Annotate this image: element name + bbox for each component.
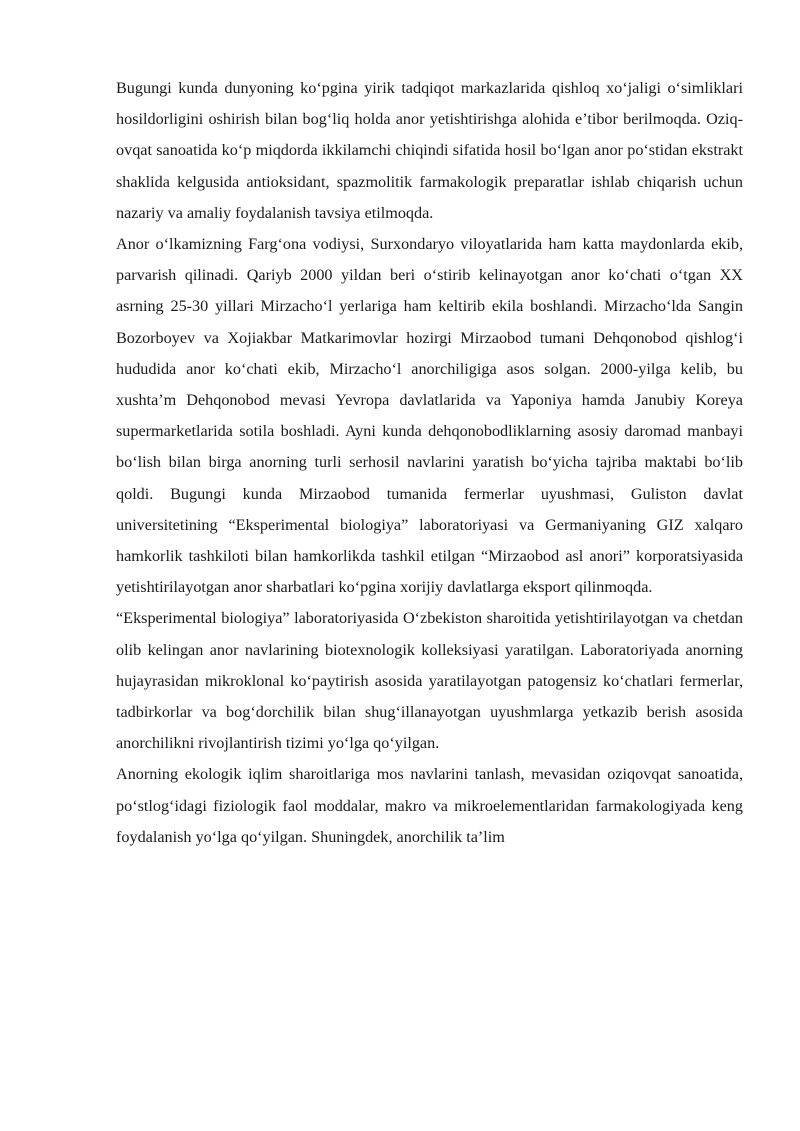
paragraph-4: Anorning ekologik iqlim sharoitlariga mos navlarini tanlash, mevasidan oziqovqat sanoatida, poʻstlogʻidagi fiziologik faol moddalar, makro va mikroelementlaridan farmakologiyada keng foydalanish yoʻlga qoʻyilgan. Shuningdek, anorchilik ta’lim xyxy=(116,765,743,846)
body-text xyxy=(116,73,743,853)
paragraph-3: “Eksperimental biologiya” laboratoriyasida Oʻzbekiston sharoitida yetishtirilayotgan va chetdan olib kelingan anor navlarining biotexnologik kolleksiyasi yaratilgan. Laboratoriyada anorning hujayrasidan mikroklonal koʻpaytirish asosida yaratilayotgan patogensiz koʻchatlari fermerlar, tadbirkorlar va bogʻdorchilik bilan shugʻillanayotgan uyushmlarga yetkazib berish asosida anorchilikni rivojlantirish tizimi yoʻlga qoʻyilgan. xyxy=(116,609,743,753)
paragraph-1: Bugungi kunda dunyoning koʻpgina yirik tadqiqot markazlarida qishloq xoʻjaligi oʻsimliklari hosildorligini oshirish bilan bogʻliq holda anor yetishtirishga alohida e’tibor berilmoqda. Oziq-ovqat sanoatida koʻp miqdorda ikkilamchi chiqindi sifatida hosil boʻlgan anor poʻstidan ekstrakt shaklida kelgusida antioksidant, spazmolitik farmakologik preparatlar ishlab chiqarish uchun nazariy va amaliy foydalanish tavsiya etilmoqda. xyxy=(116,79,743,222)
paragraph-2: Anor oʻlkamizning Fargʻona vodiysi, Surxondaryo viloyatlarida ham katta maydonlarda ekib, parvarish qilinadi. Qariyb 2000 yildan beri oʻstirib kelinayotgan anor koʻchati oʻtgan XX asrning 25-30 yillari Mirzachoʻl yerlariga ham keltirib ekila boshlandi. Mirzachoʻlda Sangin Bozorboyev va Xojiakbar Matkarimovlar hozirgi Mirzaobod tumani Dehqonobod qishlogʻi hududida anor koʻchati ekib, Mirzachoʻl anorchiligiga asos solgan. 2000-yilga kelib, bu xushta’m Dehqonobod mevasi Yevropa davlatlarida va Yaponiya hamda Janubiy Koreya supermarketlarida sotila boshladi. Ayni kunda dehqonobodliklarning asosiy daromad manbayi boʻlish bilan birga anorning turli serhosil navlarini yaratish boʻyicha tajriba maktabi boʻlib qoldi. Bugungi kunda Mirzaobod tumanida fermerlar uyushmasi, Guliston davlat universitetining “Eksperimental biologiya” laboratoriyasi va Germaniyaning GIZ xalqaro hamkorlik tashkiloti bilan hamkorlikda tashkil etilgan “Mirzaobod asl anori” korporatsiyasida yetishtirilayotgan anor sharbatlari koʻpgina xorijiy davlatlarga eksport qilinmoqda. xyxy=(116,235,743,597)
